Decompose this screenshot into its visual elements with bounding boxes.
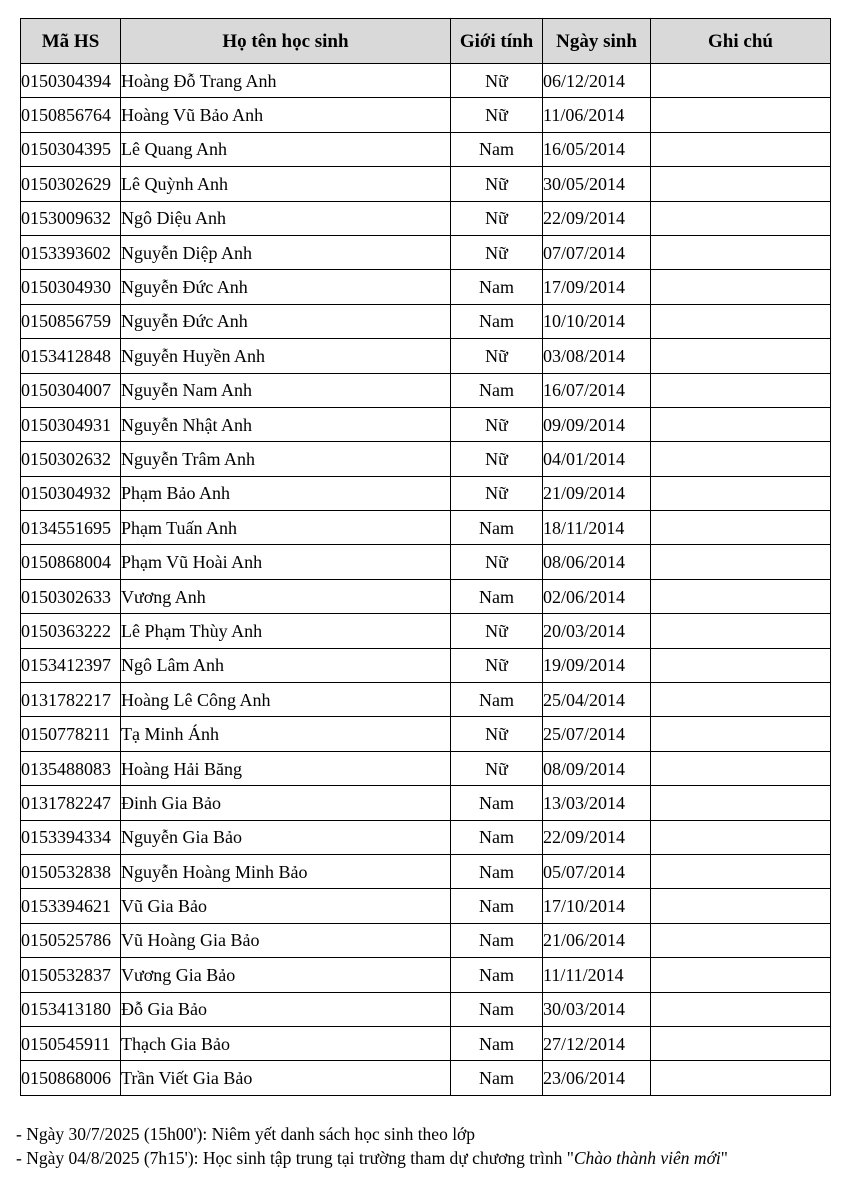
cell-student-name: Nguyễn Trâm Anh xyxy=(121,442,451,476)
table-row xyxy=(21,889,831,923)
cell-gender: Nam xyxy=(451,1061,543,1095)
table-row xyxy=(21,545,831,579)
cell-note xyxy=(651,614,831,648)
cell-note xyxy=(651,1061,831,1095)
cell-gender: Nữ xyxy=(451,407,543,441)
cell-student-id: 0135488083 xyxy=(21,751,121,785)
cell-student-id: 0153393602 xyxy=(21,235,121,269)
cell-date-of-birth: 20/03/2014 xyxy=(543,614,651,648)
cell-note xyxy=(651,820,831,854)
cell-student-id: 0153394334 xyxy=(21,820,121,854)
notes-section xyxy=(16,1122,728,1170)
cell-note xyxy=(651,442,831,476)
cell-date-of-birth: 17/10/2014 xyxy=(543,889,651,923)
table-row xyxy=(21,339,831,373)
cell-date-of-birth: 13/03/2014 xyxy=(543,786,651,820)
cell-note xyxy=(651,648,831,682)
cell-note xyxy=(651,64,831,98)
cell-student-name: Nguyễn Nhật Anh xyxy=(121,407,451,441)
cell-gender: Nữ xyxy=(451,648,543,682)
cell-student-name: Hoàng Vũ Bảo Anh xyxy=(121,98,451,132)
cell-date-of-birth: 08/06/2014 xyxy=(543,545,651,579)
cell-note xyxy=(651,786,831,820)
table-row xyxy=(21,751,831,785)
cell-student-id: 0150304394 xyxy=(21,64,121,98)
cell-note xyxy=(651,304,831,338)
cell-gender: Nữ xyxy=(451,751,543,785)
cell-gender: Nữ xyxy=(451,442,543,476)
cell-student-name: Hoàng Lê Công Anh xyxy=(121,683,451,717)
cell-student-id: 0153412848 xyxy=(21,339,121,373)
cell-date-of-birth: 25/07/2014 xyxy=(543,717,651,751)
table-row xyxy=(21,98,831,132)
cell-student-id: 0131782247 xyxy=(21,786,121,820)
cell-gender: Nữ xyxy=(451,98,543,132)
cell-gender: Nam xyxy=(451,786,543,820)
cell-note xyxy=(651,579,831,613)
cell-student-name: Ngô Lâm Anh xyxy=(121,648,451,682)
cell-date-of-birth: 17/09/2014 xyxy=(543,270,651,304)
cell-student-id: 0150856759 xyxy=(21,304,121,338)
cell-gender: Nữ xyxy=(451,614,543,648)
cell-student-id: 0150363222 xyxy=(21,614,121,648)
cell-student-id: 0150304007 xyxy=(21,373,121,407)
cell-gender: Nam xyxy=(451,511,543,545)
cell-date-of-birth: 16/07/2014 xyxy=(543,373,651,407)
cell-note xyxy=(651,235,831,269)
cell-date-of-birth: 04/01/2014 xyxy=(543,442,651,476)
table-row xyxy=(21,683,831,717)
cell-date-of-birth: 09/09/2014 xyxy=(543,407,651,441)
cell-student-name: Phạm Tuấn Anh xyxy=(121,511,451,545)
cell-gender: Nam xyxy=(451,992,543,1026)
cell-gender: Nam xyxy=(451,270,543,304)
cell-note xyxy=(651,958,831,992)
table-row xyxy=(21,579,831,613)
cell-note xyxy=(651,1026,831,1060)
cell-student-id: 0150302629 xyxy=(21,167,121,201)
note-line-2-suffix: " xyxy=(720,1148,728,1168)
cell-date-of-birth: 05/07/2014 xyxy=(543,854,651,888)
table-row xyxy=(21,717,831,751)
cell-note xyxy=(651,923,831,957)
cell-date-of-birth: 22/09/2014 xyxy=(543,820,651,854)
cell-gender: Nữ xyxy=(451,64,543,98)
cell-student-name: Nguyễn Nam Anh xyxy=(121,373,451,407)
table-row xyxy=(21,235,831,269)
student-roster-table xyxy=(20,18,831,1096)
cell-student-id: 0150302632 xyxy=(21,442,121,476)
table-row xyxy=(21,442,831,476)
cell-gender: Nam xyxy=(451,579,543,613)
cell-date-of-birth: 10/10/2014 xyxy=(543,304,651,338)
cell-student-name: Hoàng Đỗ Trang Anh xyxy=(121,64,451,98)
cell-student-id: 0150304395 xyxy=(21,132,121,166)
table-row xyxy=(21,992,831,1026)
cell-gender: Nam xyxy=(451,1026,543,1060)
cell-gender: Nữ xyxy=(451,201,543,235)
cell-student-id: 0150304932 xyxy=(21,476,121,510)
table-row xyxy=(21,614,831,648)
header-student-name: Họ tên học sinh xyxy=(121,19,451,64)
cell-gender: Nam xyxy=(451,820,543,854)
header-gender: Giới tính xyxy=(451,19,543,64)
cell-gender: Nữ xyxy=(451,545,543,579)
table-row xyxy=(21,132,831,166)
cell-student-name: Lê Quang Anh xyxy=(121,132,451,166)
header-note: Ghi chú xyxy=(651,19,831,64)
cell-gender: Nam xyxy=(451,854,543,888)
cell-student-name: Phạm Vũ Hoài Anh xyxy=(121,545,451,579)
cell-student-name: Lê Phạm Thùy Anh xyxy=(121,614,451,648)
cell-date-of-birth: 11/06/2014 xyxy=(543,98,651,132)
cell-student-id: 0150525786 xyxy=(21,923,121,957)
table-row xyxy=(21,373,831,407)
cell-gender: Nam xyxy=(451,923,543,957)
cell-date-of-birth: 18/11/2014 xyxy=(543,511,651,545)
cell-student-id: 0150545911 xyxy=(21,1026,121,1060)
cell-student-name: Vương Gia Bảo xyxy=(121,958,451,992)
table-row xyxy=(21,786,831,820)
cell-student-name: Trần Viết Gia Bảo xyxy=(121,1061,451,1095)
cell-student-name: Nguyễn Đức Anh xyxy=(121,270,451,304)
table-row xyxy=(21,820,831,854)
cell-date-of-birth: 08/09/2014 xyxy=(543,751,651,785)
cell-gender: Nam xyxy=(451,132,543,166)
cell-student-name: Thạch Gia Bảo xyxy=(121,1026,451,1060)
cell-date-of-birth: 21/06/2014 xyxy=(543,923,651,957)
cell-student-id: 0150302633 xyxy=(21,579,121,613)
table-row xyxy=(21,167,831,201)
cell-gender: Nam xyxy=(451,889,543,923)
table-header-row xyxy=(21,19,831,64)
cell-note xyxy=(651,511,831,545)
cell-gender: Nam xyxy=(451,958,543,992)
cell-gender: Nam xyxy=(451,683,543,717)
cell-note xyxy=(651,339,831,373)
cell-gender: Nữ xyxy=(451,167,543,201)
cell-date-of-birth: 16/05/2014 xyxy=(543,132,651,166)
note-line-1: - Ngày 30/7/2025 (15h00'): Niêm yết danh sách học sinh theo lớp xyxy=(16,1124,476,1144)
cell-student-name: Phạm Bảo Anh xyxy=(121,476,451,510)
cell-note xyxy=(651,98,831,132)
cell-note xyxy=(651,270,831,304)
cell-gender: Nữ xyxy=(451,339,543,373)
header-date-of-birth: Ngày sinh xyxy=(543,19,651,64)
table-row xyxy=(21,511,831,545)
cell-note xyxy=(651,167,831,201)
table-row xyxy=(21,648,831,682)
cell-note xyxy=(651,407,831,441)
cell-student-id: 0150868006 xyxy=(21,1061,121,1095)
cell-student-name: Nguyễn Hoàng Minh Bảo xyxy=(121,854,451,888)
table-row xyxy=(21,476,831,510)
cell-date-of-birth: 25/04/2014 xyxy=(543,683,651,717)
cell-student-name: Nguyễn Gia Bảo xyxy=(121,820,451,854)
cell-note xyxy=(651,132,831,166)
note-program-name: Chào thành viên mới xyxy=(573,1148,721,1168)
cell-date-of-birth: 30/03/2014 xyxy=(543,992,651,1026)
table-row xyxy=(21,270,831,304)
cell-date-of-birth: 22/09/2014 xyxy=(543,201,651,235)
note-line-2-prefix: - Ngày 04/8/2025 (7h15'): Học sinh tập trung tại trường tham dự chương trình " xyxy=(16,1148,574,1168)
cell-gender: Nam xyxy=(451,304,543,338)
table-row xyxy=(21,1026,831,1060)
cell-student-id: 0150778211 xyxy=(21,717,121,751)
cell-gender: Nữ xyxy=(451,717,543,751)
table-row xyxy=(21,1061,831,1095)
cell-note xyxy=(651,545,831,579)
note-line-2 xyxy=(16,1146,728,1170)
cell-student-id: 0150856764 xyxy=(21,98,121,132)
cell-note xyxy=(651,889,831,923)
cell-date-of-birth: 23/06/2014 xyxy=(543,1061,651,1095)
table-body xyxy=(21,64,831,1096)
cell-student-name: Nguyễn Huyền Anh xyxy=(121,339,451,373)
table-row xyxy=(21,958,831,992)
cell-date-of-birth: 02/06/2014 xyxy=(543,579,651,613)
cell-gender: Nam xyxy=(451,373,543,407)
cell-student-name: Nguyễn Đức Anh xyxy=(121,304,451,338)
cell-student-id: 0150532837 xyxy=(21,958,121,992)
cell-student-name: Nguyễn Diệp Anh xyxy=(121,235,451,269)
cell-student-name: Đinh Gia Bảo xyxy=(121,786,451,820)
cell-note xyxy=(651,683,831,717)
cell-student-name: Vương Anh xyxy=(121,579,451,613)
cell-gender: Nữ xyxy=(451,235,543,269)
cell-student-id: 0150868004 xyxy=(21,545,121,579)
cell-student-id: 0153394621 xyxy=(21,889,121,923)
cell-note xyxy=(651,717,831,751)
cell-date-of-birth: 21/09/2014 xyxy=(543,476,651,510)
cell-student-id: 0134551695 xyxy=(21,511,121,545)
cell-date-of-birth: 07/07/2014 xyxy=(543,235,651,269)
cell-note xyxy=(651,373,831,407)
cell-student-name: Tạ Minh Ánh xyxy=(121,717,451,751)
cell-student-name: Vũ Hoàng Gia Bảo xyxy=(121,923,451,957)
table-row xyxy=(21,923,831,957)
cell-note xyxy=(651,854,831,888)
cell-date-of-birth: 19/09/2014 xyxy=(543,648,651,682)
cell-student-id: 0153412397 xyxy=(21,648,121,682)
cell-date-of-birth: 06/12/2014 xyxy=(543,64,651,98)
cell-student-name: Hoàng Hải Băng xyxy=(121,751,451,785)
cell-gender: Nữ xyxy=(451,476,543,510)
cell-date-of-birth: 27/12/2014 xyxy=(543,1026,651,1060)
table-row xyxy=(21,304,831,338)
cell-student-id: 0150532838 xyxy=(21,854,121,888)
cell-note xyxy=(651,476,831,510)
cell-student-id: 0150304930 xyxy=(21,270,121,304)
table-row xyxy=(21,854,831,888)
cell-note xyxy=(651,751,831,785)
cell-date-of-birth: 03/08/2014 xyxy=(543,339,651,373)
cell-student-id: 0153413180 xyxy=(21,992,121,1026)
cell-date-of-birth: 11/11/2014 xyxy=(543,958,651,992)
cell-student-name: Lê Quỳnh Anh xyxy=(121,167,451,201)
cell-student-id: 0150304931 xyxy=(21,407,121,441)
table-row xyxy=(21,201,831,235)
table-row xyxy=(21,407,831,441)
table-row xyxy=(21,64,831,98)
cell-date-of-birth: 30/05/2014 xyxy=(543,167,651,201)
cell-student-id: 0131782217 xyxy=(21,683,121,717)
header-student-id: Mã HS xyxy=(21,19,121,64)
cell-student-name: Đỗ Gia Bảo xyxy=(121,992,451,1026)
cell-note xyxy=(651,201,831,235)
cell-note xyxy=(651,992,831,1026)
cell-student-id: 0153009632 xyxy=(21,201,121,235)
cell-student-name: Ngô Diệu Anh xyxy=(121,201,451,235)
cell-student-name: Vũ Gia Bảo xyxy=(121,889,451,923)
